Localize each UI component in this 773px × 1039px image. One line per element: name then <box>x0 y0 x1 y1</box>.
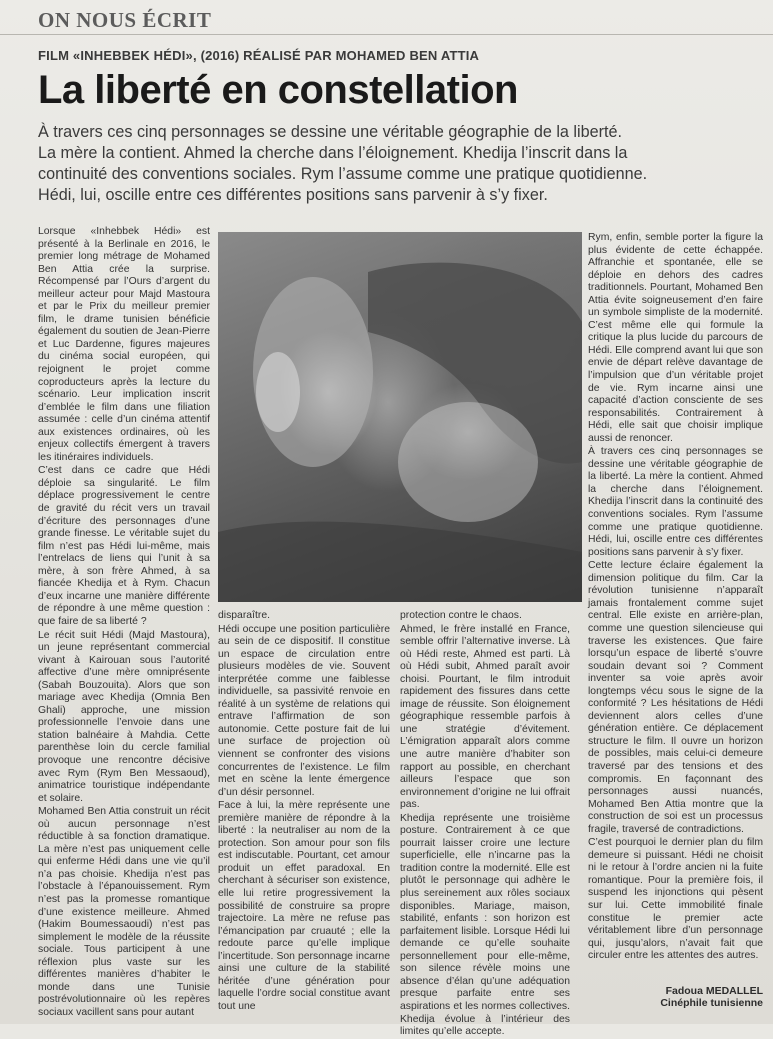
article-column-4 <box>588 232 763 962</box>
paragraph: Rym, enfin, semble porter la figure la plus évidente de cette échappée. Affranchie et spontanée, elle se déploie en dehors des cadres traditionnels. Pourtant, Mohamed Ben Attia évite soigneusement d’en faire un symbole simpliste de la modernité. C’est même elle qui formule la critique la plus lucide du parcours de Hédi. Elle comprend avant lui que son envie de départ relève davantage de l’impulsion que d’un véritable projet de vie. Rym incarne ainsi une capacité d’action consciente de ses responsabilités. Contrairement à Hédi, elle sait que choisir implique aussi de renoncer. <box>588 232 764 444</box>
film-still-photo <box>218 232 582 602</box>
lead-line: La mère la contient. Ahmed la cherche dans l’éloignement. Khedija l’inscrit dans la <box>38 144 628 162</box>
rubric-divider <box>0 34 773 35</box>
paragraph: Ahmed, le frère installé en France, semble offrir l’alternative inverse. Là où Hédi reste, Ahmed est parti. Là où Hédi subit, Ahmed paraît avoir choisi. Pourtant, le film introduit rapidement des fissures dans cette image de réussite. Son éloignement géographique ressemble parfois à une stratégie d’évitement. L’émigration apparaît alors comme une autre manière d’habiter son rapport au possible, en cherchant ailleurs l’espace que son environnement d’origine ne lui offrait pas. <box>400 623 570 811</box>
paragraph: Lorsque «Inhebbek Hédi» est présenté à la Berlinale en 2016, le premier long métrage de Mohamed Ben Attia crée la surprise. Récompensé par l’Ours d’argent du meilleur acteur pour Majd Mastoura et par le Prix du meilleur premier film, le drame tunisien bénéficie également du soutien de Jean-Pierre et Luc Dardenne, figures majeures du cinéma social européen, qui rejoignent le projet comme coproducteurs après la lecture du scénario. Leur implication inscrit d’emblée le film dans une filiation assumée : celle d’un cinéma attentif aux existences ordinaires, où les enjeux collectifs émergent à travers les itinéraires individuels. <box>38 226 210 463</box>
byline-role: Cinéphile tunisienne <box>660 997 763 1009</box>
lead-line: Hédi, lui, oscille entre ces différentes positions sans parvenir à s’y fixer. <box>38 186 548 204</box>
section-rubric: ON NOUS ÉCRIT <box>38 8 212 32</box>
photo-silhouettes <box>218 232 582 602</box>
article-byline <box>588 985 763 1009</box>
byline-author: Fadoua MEDALLEL <box>665 985 763 997</box>
paragraph: Face à lui, la mère représente une première manière de répondre à la liberté : la neutraliser au nom de la protection. Son amour pour son fils est indiscutable. Pourtant, cet amour produit un effet paradoxal. En cherchant à sécuriser son existence, elle lui retire progressivement la possibilité de construire sa propre trajectoire. La mère ne refuse pas l’émancipation par cruauté ; elle la redoute parce qu’elle implique l’incertitude. Son personnage incarne ainsi une culture de la stabilité héritée d’une génération pour laquelle l’ordre social constitue avant tout une <box>218 800 390 1012</box>
article-column-3 <box>400 610 570 1038</box>
paragraph: Hédi occupe une position particulière au sein de ce dispositif. Il constitue un espace de circulation entre plusieurs modèles de vie. Souvent interprétée comme une faiblesse individuelle, sa passivité renvoie en réalité à un système de relations qui entrave l’affirmation de son autonomie. Cette posture fait de lui une surface de projection où viennent se confronter des visions concurrentes de l’existence. Le film met en scène la lente émergence d’un désir personnel. <box>218 623 390 798</box>
lead-line: À travers ces cinq personnages se dessine une véritable géographie de la liberté. <box>38 123 623 141</box>
article-column-1 <box>38 226 210 1026</box>
paragraph: À travers ces cinq personnages se dessine une véritable géographie de la liberté. La mère la contient. Ahmed la cherche dans l’éloignement. Khedija l’inscrit dans la continuité des conventions sociales. Rym l’assume comme une pratique quotidienne. Hédi, lui, oscille entre ces différentes positions sans parvenir à s’y fixer. <box>588 446 763 558</box>
article-column-2 <box>218 610 390 1022</box>
paragraph: protection contre le chaos. <box>400 610 522 621</box>
paragraph: Mohamed Ben Attia construit un récit où aucun personnage n’est réductible à sa fonction dramatique. La mère n’est pas uniquement celle qui enferme Hédi dans une vie qu’il n’a pas choisie. Khedija n’est pas l’obstacle à l’épanouissement. Rym n’est pas la promesse romantique d’une existence meilleure. Ahmed (Hakim Boumessaoudi) n’est pas simplement le modèle de la réussite sociale. Tous participent à une réflexion plus vaste sur les différentes manières d’habiter le monde dans une Tunisie postrévolutionnaire où les repères sociaux vacillent sans pour autant <box>38 806 210 1018</box>
paragraph: Le récit suit Hédi (Majd Mastoura), un jeune représentant commercial vivant à Kairouan sous l’autorité affective d’une mère omniprésente (Sabah Bouzouita). Alors que son mariage avec Khedija (Omnia Ben Ghali) approche, une mission professionnelle l’envoie dans une station balnéaire à Mahdia. Cette parenthèse loin du cercle familial provoque une rencontre décisive avec Rym (Rym Ben Messaoud), animatrice touristique indépendante et solaire. <box>38 629 210 804</box>
paragraph: Khedija représente une troisième posture. Contrairement à ce que pourrait laisser croire une lecture superficielle, elle n’incarne pas la tradition contre la modernité. Elle est plutôt le personnage qui adhère le plus sereinement aux rôles sociaux disponibles. Mariage, maison, stabilité, enfants : son horizon est parfaitement lisible. Lorsque Hédi lui demande ce qu’elle souhaite personnellement pour elle-même, son silence révèle moins une absence d’élan qu’une adéquation presque parfaite entre ses aspirations et les normes collectives. Khedija évolue à l’intérieur des limites qu’elle accepte. <box>400 812 570 1038</box>
paragraph: disparaître. <box>218 610 270 621</box>
paragraph: C’est pourquoi le dernier plan du film demeure si puissant. Hédi ne choisit ni le retour à l’ordre ancien ni la fuite romantique. Pour la première fois, il suspend les injonctions qui pèsent sur lui. Cette immobilité finale constitue le premier acte véritablement libre d’un personnage qui, jusqu’alors, n’avait fait que circuler entre les attentes des autres. <box>588 837 763 962</box>
article-lead <box>38 122 768 206</box>
article-kicker: FILM «INHEBBEK HÉDI», (2016) RÉALISÉ PAR MOHAMED BEN ATTIA <box>38 48 480 63</box>
article-headline: La liberté en constellation <box>38 68 518 112</box>
lead-line: continuité des conventions sociales. Rym l’assume comme une pratique quotidienne. <box>38 165 648 183</box>
paragraph: Cette lecture éclaire également la dimension politique du film. Car la révolution tunisienne n’apparaît jamais frontalement comme sujet central. Elle existe en arrière-plan, comme une question silencieuse qui traverse les existences. Que faire lorsqu’un espace de liberté s’ouvre soudain devant soi ? Comment inventer sa voie après avoir longtemps vécu sous le signe de la conformité ? Les hésitations de Hédi deviennent alors celles d’une génération entière. Ce déplacement structure le film. Il ouvre un horizon de possibles, mais celui-ci demeure traversé par des tensions et des compromis. En façonnant des personnages aussi nuancés, Mohamed Ben Attia montre que la construction de soi est un processus fragile, traversé de contradictions. <box>588 560 763 835</box>
paragraph: C’est dans ce cadre que Hédi déploie sa singularité. Le film déplace progressivement le centre de gravité du récit vers un travail d’écriture des personnages d’une grande finesse. Le véritable sujet du film n’est pas Hédi lui-même, mais l’entrelacs de liens qui l’unit à sa mère, à son frère Ahmed, à sa fiancée Khedija et à Rym. Chacun d’eux incarne une manière différente de répondre à une même question : que faire de sa liberté ? <box>38 465 210 627</box>
